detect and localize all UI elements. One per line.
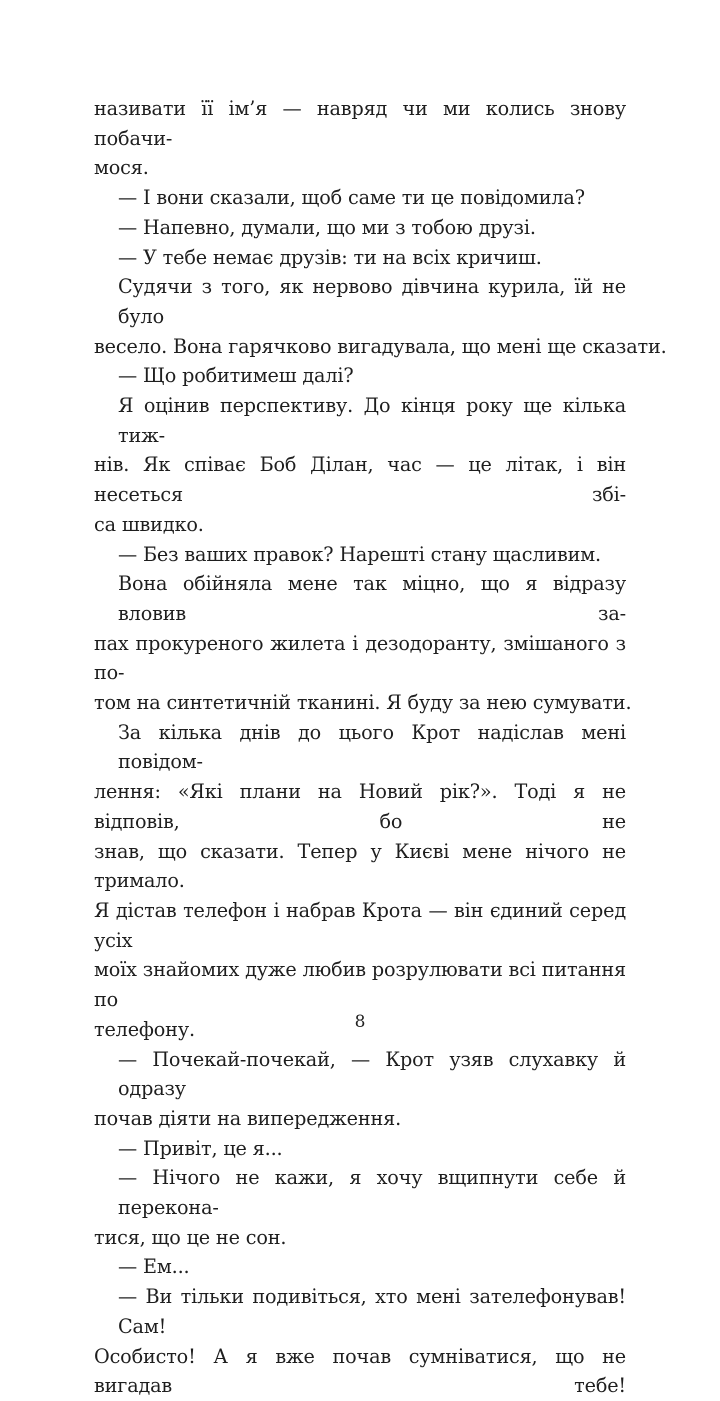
text-line: — Напевно, думали, що ми з тобою друзі. (118, 215, 536, 239)
text-line: — Без ваших правок? Нарешті стану щасливим. (118, 542, 601, 566)
text-line: — Почекай-почекай, — Крот узяв слухавку й одразу (118, 1047, 626, 1101)
text-line: Особисто! А я вже почав сумніватися, що не вигадав тебе! (94, 1344, 626, 1398)
text-line: Я дістав телефон і набрав Крота — він єдиний серед усіх (94, 898, 626, 952)
text-line: називати її ім’я — навряд чи ми колись знову побачи- (94, 97, 626, 150)
text-line: — Нічого не кажи, я хочу вщипнути себе й перекона- (118, 1166, 626, 1220)
text-line: — Що робитимеш далі? (118, 364, 354, 388)
text-line: мося. (94, 156, 149, 180)
page-number: 8 (354, 1012, 366, 1032)
text-line: знав, що сказати. Тепер у Києві мене нічого не тримало. (94, 839, 626, 893)
text-line: лення: «Які плани на Новий рік?». Тоді я не відповів, бо не (94, 780, 626, 833)
text-line: За кілька днів до цього Крот надіслав мені повідом- (118, 720, 626, 774)
text-line: том на синтетичній тканині. Я буду за нею сумувати. (94, 691, 632, 715)
text-line: — Ем... (118, 1255, 190, 1279)
text-line: нів. Як співає Боб Ділан, час — це літак, і він несеться збі- (94, 453, 626, 507)
book-page-text (94, 94, 667, 1401)
text-line: Судячи з того, як нервово дівчина курила, їй не було (118, 275, 626, 328)
text-line: — У тебе немає друзів: ти на всіх кричиш. (118, 245, 542, 269)
text-line: весело. Вона гарячково вигадувала, що мені ще сказати. (94, 334, 667, 358)
text-line: моїх знайомих дуже любив розрулювати всі питання по (94, 958, 626, 1012)
text-line: — Привіт, це я... (118, 1136, 283, 1160)
text-line: са швидко. (94, 512, 204, 536)
text-line: Я оцінив перспективу. До кінця року ще кілька тиж- (118, 394, 626, 447)
text-line: тися, що це не сон. (94, 1225, 287, 1249)
text-line: Вона обійняла мене так міцно, що я відразу вловив за- (118, 572, 626, 625)
text-line: телефону. (94, 1017, 195, 1041)
text-line: пах прокуреного жилета і дезодоранту, змішаного з по- (94, 631, 626, 685)
text-line: — І вони сказали, щоб саме ти це повідомила? (118, 186, 585, 210)
text-line: почав діяти на випередження. (94, 1106, 402, 1130)
text-line: — Ви тільки подивіться, хто мені зателефонував! Сам! (118, 1285, 626, 1338)
